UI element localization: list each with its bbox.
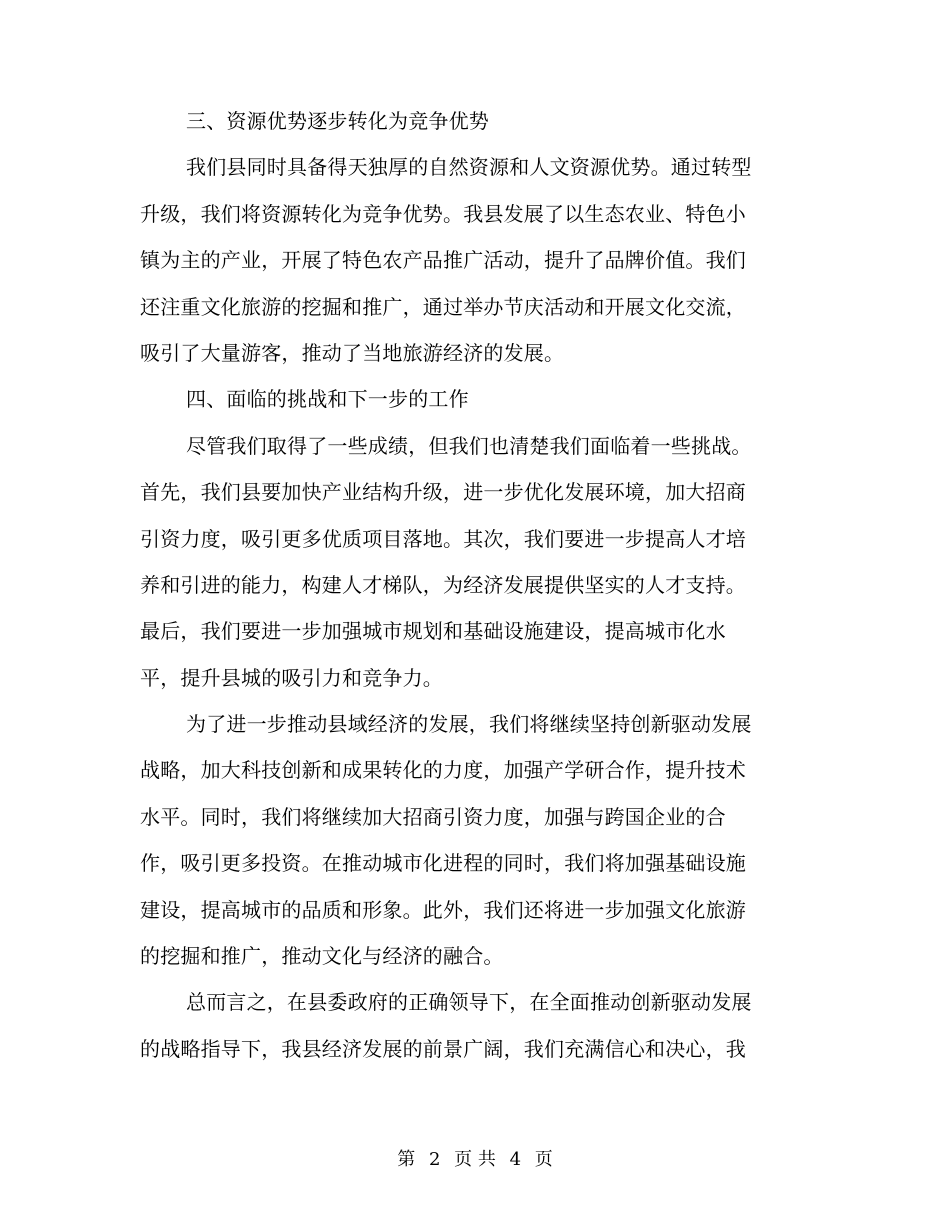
footer-middle: 页 共 [454,1149,496,1170]
paragraph-line: 养和引进的能力，构建人才梯队，为经济发展提供坚实的人才支持。 [140,572,746,597]
paragraph-line: 我们县同时具备得天独厚的自然资源和人文资源优势。通过转型 [186,155,752,180]
paragraph-line: 的挖掘和推广，推动文化与经济的融合。 [140,944,504,969]
paragraph-line: 引资力度，吸引更多优质项目落地。其次，我们要进一步提高人才培 [140,526,746,551]
document-body [140,98,800,1072]
paragraph-line: 的战略指导下，我县经济发展的前景广阔，我们充满信心和决心，我 [140,1036,746,1061]
paragraph-line: 最后，我们要进一步加强城市规划和基础设施建设，提高城市化水 [140,619,726,644]
paragraph-line: 为了进一步推动县域经济的发展，我们将继续坚持创新驱动发展 [186,712,752,737]
paragraph-line: 水平。同时，我们将继续加大招商引资力度，加强与跨国企业的合 [140,804,726,829]
total-pages-number: 4 [509,1149,522,1170]
paragraph-line: 平，提升县城的吸引力和竞争力。 [140,665,443,690]
section-heading-3: 三、资源优势逐步转化为竞争优势 [186,109,489,133]
current-page-number: 2 [428,1149,441,1170]
paragraph-line: 战略，加大科技创新和成果转化的力度，加强产学研合作，提升技术 [140,758,746,783]
paragraph-line: 总而言之，在县委政府的正确领导下，在全面推动创新驱动发展 [186,990,752,1015]
paragraph-line: 建设，提高城市的品质和形象。此外，我们还将进一步加强文化旅游 [140,897,746,922]
paragraph-line: 作，吸引更多投资。在推动城市化进程的同时，我们将加强基础设施 [140,851,746,876]
paragraph-line: 首先，我们县要加快产业结构升级，进一步优化发展环境，加大招商 [140,480,746,505]
footer-suffix: 页 [534,1149,553,1170]
paragraph-line: 还注重文化旅游的挖掘和推广，通过举办节庆活动和开展文化交流， [140,294,746,319]
section-heading-4: 四、面临的挑战和下一步的工作 [186,387,469,412]
paragraph-line: 升级，我们将资源转化为竞争优势。我县发展了以生态农业、特色小 [140,201,746,226]
page-footer [0,1148,950,1172]
paragraph-line: 镇为主的产业，开展了特色农产品推广活动，提升了品牌价值。我们 [140,248,746,273]
paragraph-line: 尽管我们取得了一些成绩，但我们也清楚我们面临着一些挑战。 [186,433,752,458]
paragraph-line: 吸引了大量游客，推动了当地旅游经济的发展。 [140,340,565,365]
footer-prefix: 第 [397,1149,416,1170]
